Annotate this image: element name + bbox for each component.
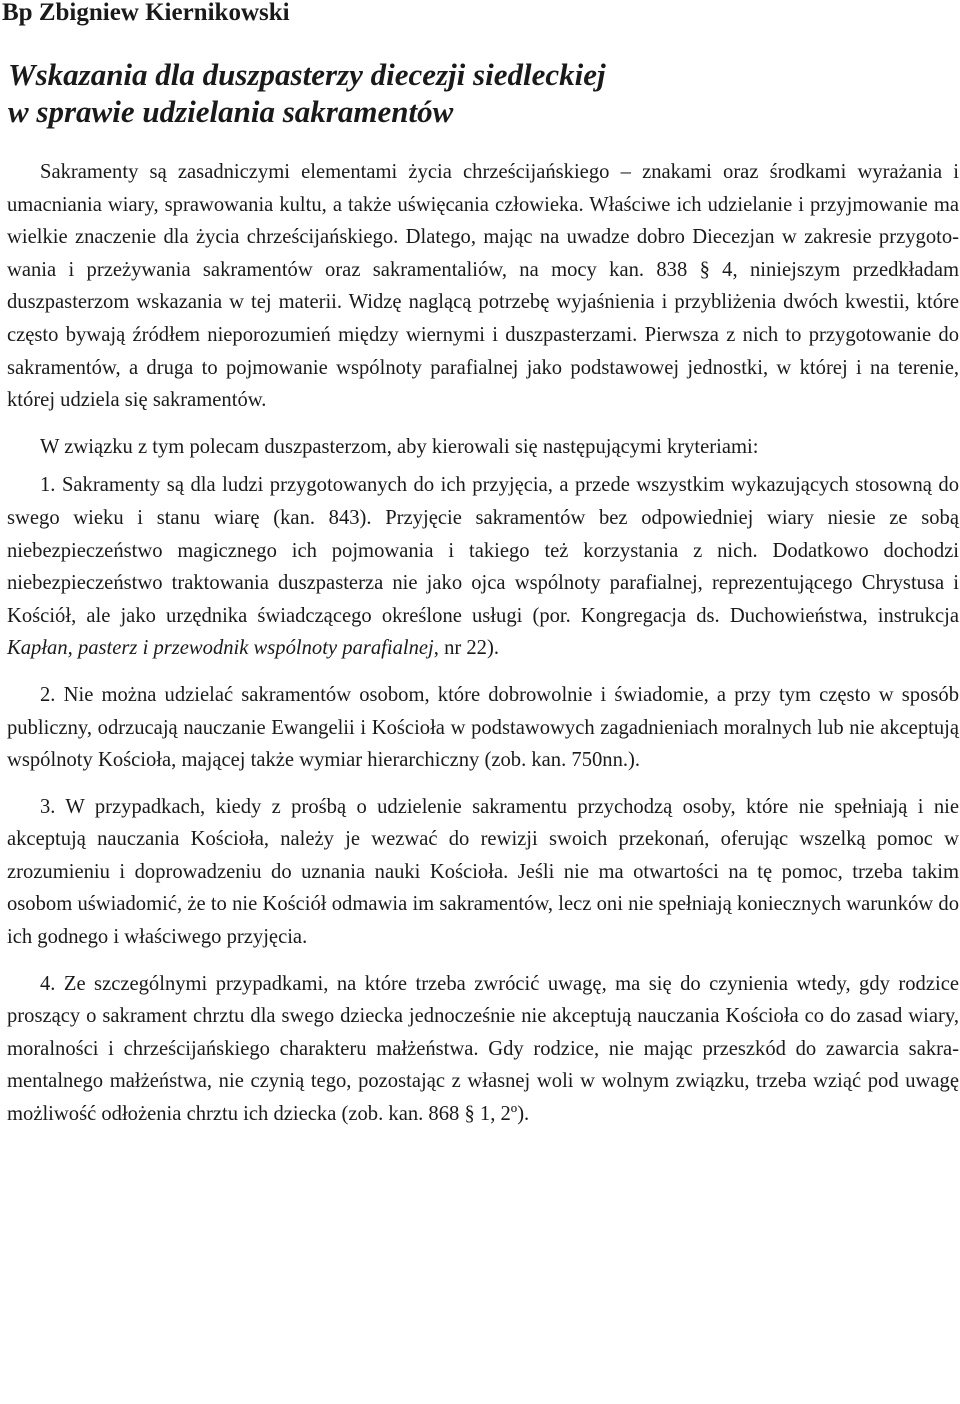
point-1-paragraph: [7, 469, 959, 665]
point-2-paragraph: 2. Nie można udzielać sakramentów osobom, które dobrowolnie i świadomie, a przy tym często w sposób publiczny, odrzucają nauczanie Ewangelii i Kościoła w podstawowych zagadnieniach moralnych lub nie akceptują wspólnoty Kościoła, mającej także wymiar hierarchiczny (zob. kan. 750nn.).: [7, 683, 959, 772]
point-1-end: , nr 22).: [433, 637, 499, 660]
title-line-1: Wskazania dla duszpasterzy diecezji siedleckiej: [8, 57, 606, 92]
point-4-paragraph: 4. Ze szczególnymi przypadkami, na które trzeba zwrócić uwagę, ma się do czynienia wtedy, gdy rodzice proszący o sakrament chrztu dla swego dziecka jednocześnie nie akceptują nauczania Kościoła co do zasad wiary, moralności i chrześcijańskiego charakteru małżeństwa. Gdy rodzice, nie mając przeszkód do zawarcia sakramentalnego małżeństwa, nie czynią tego, pozostając z własnej woli w wolnym związku, trzeba wziąć pod uwagę możliwość odłożenia chrztu ich dziecka (zob. kan. 868 § 1, 2º).: [7, 972, 959, 1126]
intro-paragraph: Sakramenty są zasadniczymi elementami życia chrześcijańskiego – znakami oraz środkami wyrażania i umacniania wiary, sprawowania kultu, a także uświęcania człowieka. Właściwe ich udzielanie i przyjmowanie ma wielkie znaczenie dla życia chrześcijańskiego. Dlatego, mając na uwadze dobro Diecezjan w zakresie przygotowania i przeżywania sakramentów oraz sakramentaliów, na mocy kan. 838 § 4, niniejszym przedkładam duszpasterzom wskazania w tej materii. Widzę naglącą potrzebę wyjaśnienia i przybliżenia dwóch kwestii, które często bywają źródłem nieporozumień między wiernymi i duszpasterzami. Pierwsza z nich to przygotowanie do sakramentów, a druga to pojmowanie wspólnoty parafialnej jako podstawowej jednostki, w której i na terenie, której udziela się sakramentów.: [7, 161, 959, 412]
criteria-intro-paragraph: W związku z tym polecam duszpasterzom, aby kierowali się następującymi kryteriami:: [40, 435, 759, 458]
point-1-cited-title: Kapłan, pasterz i przewodnik wspólnoty parafialnej: [7, 637, 434, 660]
author-name: Bp Zbigniew Kiernikowski: [2, 0, 290, 26]
document-body: [7, 156, 959, 1131]
point-1-text: 1. Sakramenty są dla ludzi przygotowanych do ich przyjęcia, a przede wszystkim wykazujących stosowną do swego wieku i stanu wiarę (kan. 843). Przyjęcie sakramentów bez odpowiedniej wiary niesie ze sobą niebezpieczeństwo magicznego ich pojmowania i takiego też korzystania z nich. Dodatkowo dochodzi niebezpieczeństwo traktowania duszpasterza nie jako ojca wspólnoty parafialnej, reprezentującego Chrystusa i Kościół, ale jako urzędnika świadczącego określone usługi (por. Kongregacja ds. Duchowieństwa, instrukcja: [7, 474, 959, 627]
title-line-2: w sprawie udzielania sakramentów: [8, 94, 454, 129]
document-title: [8, 56, 948, 130]
point-3-paragraph: 3. W przypadkach, kiedy z prośbą o udzielenie sakramentu przychodzą osoby, które nie spełniają i nie akceptują nauczania Kościoła, należy je wezwać do rewizji swoich przekonań, oferując wszelką pomoc w zrozumieniu i doprowadzeniu do uznania nauki Kościoła. Jeśli nie ma otwartości na tę pomoc, trzeba takim osobom uświadomić, że to nie Kościół odmawia im sakramentów, lecz oni nie spełniają koniecznych warunków do ich godnego i właściwego przyjęcia.: [7, 795, 959, 949]
